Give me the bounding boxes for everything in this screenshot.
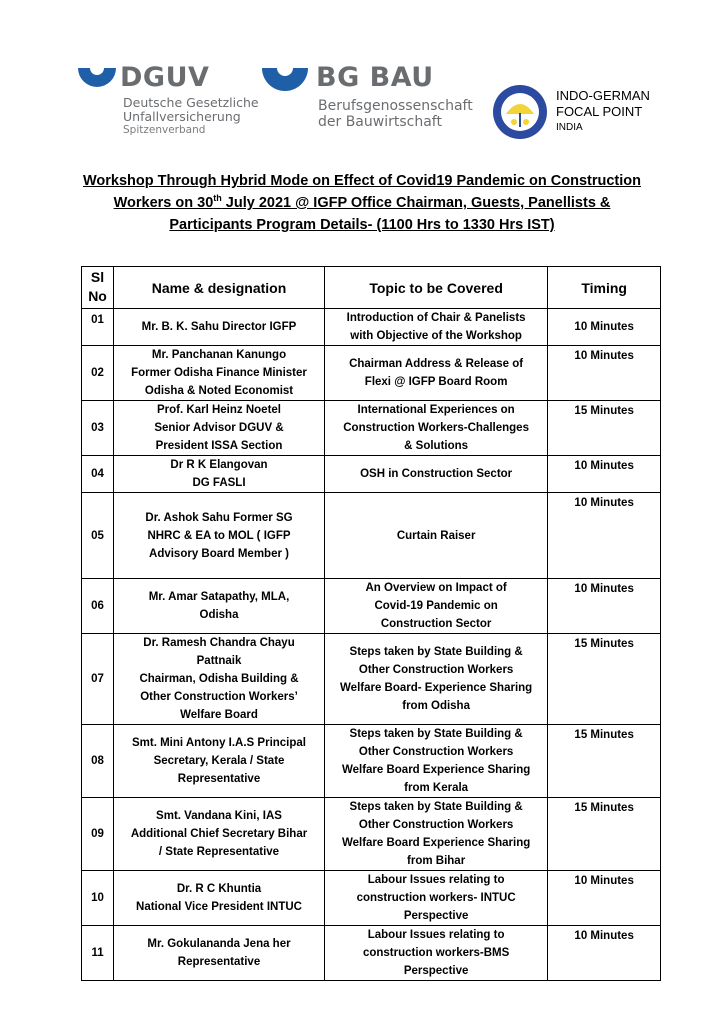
topic-line: Perspective: [403, 910, 469, 922]
topic-line: from Odisha: [402, 700, 470, 712]
cell-name-designation: [114, 309, 325, 346]
cell-timing: 10 Minutes: [548, 493, 661, 579]
header-no: No: [88, 288, 107, 304]
cell-sl-no: 10: [82, 871, 114, 926]
cell-name-designation: [114, 493, 325, 579]
name-line: Welfare Board: [180, 709, 258, 721]
name-line: Dr. Ashok Sahu Former SG: [145, 511, 293, 524]
topic-line: from Kerala: [404, 782, 469, 794]
dguv-mark-icon: [76, 66, 118, 96]
name-line: / State Representative: [158, 846, 280, 858]
bgbau-name: BG BAU: [316, 62, 434, 93]
name-line: Mr. B. K. Sahu Director IGFP: [141, 321, 297, 333]
cell-topic: [324, 401, 547, 456]
cell-name-designation: [114, 346, 325, 401]
header-sl: Sl: [90, 269, 105, 285]
document-title: [60, 170, 664, 236]
cell-topic: [324, 309, 547, 346]
table-body: [82, 309, 661, 981]
topic-line: Labour Issues relating to: [367, 874, 505, 886]
header-sl-no: [82, 267, 114, 309]
cell-name-designation: [114, 871, 325, 926]
bgbau-subtitle: [318, 98, 473, 130]
name-line: Mr. Amar Satapathy, MLA,: [148, 591, 290, 603]
header-timing: Timing: [548, 267, 661, 309]
name-line: Smt. Vandana Kini, IAS: [156, 810, 282, 822]
cell-topic: [324, 493, 547, 579]
cell-name-designation: [114, 725, 325, 798]
dguv-name: DGUV: [120, 62, 210, 93]
cell-timing: 10 Minutes: [548, 926, 661, 981]
table-row: [82, 401, 661, 456]
cell-sl-no: 03: [82, 401, 114, 456]
title-line-3: Participants Program Details- (1100 Hrs to 1330 Hrs IST): [169, 217, 555, 233]
name-line: National Vice President INTUC: [136, 901, 302, 913]
name-line: Other Construction Workers’: [140, 691, 298, 703]
name-line: Pattnaik: [196, 655, 242, 667]
igfp-seal-icon: [492, 84, 548, 140]
topic-line: Curtain Raiser: [396, 529, 476, 542]
topic-line: International Experiences on: [357, 404, 515, 416]
topic-line: An Overview on Impact of: [365, 582, 507, 594]
dguv-sub-line-2: Unfallversicherung: [123, 109, 241, 124]
name-line: Dr. Ramesh Chandra Chayu: [143, 637, 295, 649]
cell-topic: [324, 871, 547, 926]
topic-line: with Objective of the Workshop: [350, 330, 522, 342]
table-row: [82, 798, 661, 871]
name-line: Chairman, Odisha Building &: [139, 673, 299, 685]
name-line: Additional Chief Secretary Bihar: [130, 828, 308, 840]
header-topic: Topic to be Covered: [324, 267, 547, 309]
logo-header: [0, 0, 724, 150]
name-line: Representative: [177, 773, 261, 785]
cell-topic: [324, 346, 547, 401]
cell-timing: 15 Minutes: [548, 401, 661, 456]
table-row: [82, 579, 661, 634]
name-line: Odisha: [199, 609, 239, 621]
name-line: Odisha & Noted Economist: [144, 385, 294, 397]
igfp-line-2: FOCAL POINT: [556, 104, 643, 119]
topic-line: Other Construction Workers: [358, 664, 514, 676]
topic-line: Covid-19 Pandemic on: [374, 600, 498, 612]
name-line: Dr R K Elangovan: [170, 459, 268, 471]
topic-line: Chairman Address & Release of: [349, 358, 524, 370]
topic-line: Steps taken by State Building &: [349, 801, 523, 813]
topic-line: Steps taken by State Building &: [349, 728, 523, 740]
name-line: Secretary, Kerala / State: [153, 755, 285, 767]
cell-sl-no: 08: [82, 725, 114, 798]
bgbau-sub-line-1: Berufsgenossenschaft: [318, 98, 473, 114]
table-row: [82, 456, 661, 493]
title-line-2-sup: th: [213, 193, 222, 204]
cell-topic: [324, 456, 547, 493]
cell-sl-no: 02: [82, 346, 114, 401]
table-row: [82, 871, 661, 926]
cell-topic: [324, 926, 547, 981]
topic-line: & Solutions: [404, 440, 469, 452]
cell-timing: 10 Minutes: [548, 346, 661, 401]
name-line: Senior Advisor DGUV &: [154, 422, 284, 434]
title-line-2-post: July 2021 @ IGFP Office Chairman, Guests, Panellists &: [221, 195, 611, 211]
topic-line: Flexi @ IGFP Board Room: [364, 376, 508, 388]
bgbau-mark-icon: [260, 66, 310, 100]
dguv-subtitle: [123, 96, 259, 124]
name-line: Mr. Gokulananda Jena her: [147, 938, 291, 950]
name-line: Advisory Board Member ): [149, 547, 289, 560]
cell-topic: [324, 634, 547, 725]
topic-line: Other Construction Workers: [358, 819, 514, 831]
cell-timing: 15 Minutes: [548, 634, 661, 725]
program-table: [81, 266, 661, 981]
topic-line: Labour Issues relating to: [367, 929, 505, 941]
name-line: Representative: [177, 956, 261, 968]
table-row: [82, 493, 661, 579]
igfp-line-1: INDO-GERMAN: [556, 88, 650, 103]
cell-name-designation: [114, 401, 325, 456]
table-row: [82, 634, 661, 725]
cell-timing: 15 Minutes: [548, 725, 661, 798]
cell-timing: 10 Minutes: [548, 456, 661, 493]
topic-line: Introduction of Chair & Panelists: [346, 312, 526, 324]
topic-line: construction workers-BMS: [362, 947, 510, 959]
name-line: Smt. Mini Antony I.A.S Principal: [131, 737, 306, 749]
topic-line: from Bihar: [407, 855, 466, 867]
title-line-2-pre: Workers on 30: [113, 195, 214, 211]
cell-sl-no: 06: [82, 579, 114, 634]
table-row: [82, 725, 661, 798]
table-row: [82, 309, 661, 346]
table-row: [82, 346, 661, 401]
cell-name-designation: [114, 579, 325, 634]
cell-timing: 10 Minutes: [548, 309, 661, 346]
dguv-sub-line-1: Deutsche Gesetzliche: [123, 95, 259, 110]
cell-name-designation: [114, 456, 325, 493]
title-line-1: Workshop Through Hybrid Mode on Effect of Covid19 Pandemic on Construction: [83, 173, 641, 189]
cell-sl-no: 05: [82, 493, 114, 579]
name-line: DG FASLI: [192, 477, 246, 489]
header-name: Name & designation: [114, 267, 325, 309]
cell-sl-no: 09: [82, 798, 114, 871]
topic-line: Other Construction Workers: [358, 746, 514, 758]
topic-line: Welfare Board Experience Sharing: [341, 837, 531, 849]
topic-line: Construction Sector: [380, 618, 492, 630]
name-line: Dr. R C Khuntia: [176, 883, 262, 895]
dguv-spitzenverband: Spitzenverband: [123, 124, 206, 136]
cell-sl-no: 01: [82, 309, 114, 346]
bgbau-sub-line-2: der Bauwirtschaft: [318, 114, 442, 130]
title-line-2: [60, 192, 664, 214]
topic-line: Welfare Board- Experience Sharing: [340, 682, 533, 694]
topic-line: Welfare Board Experience Sharing: [341, 764, 531, 776]
cell-sl-no: 11: [82, 926, 114, 981]
cell-timing: 10 Minutes: [548, 871, 661, 926]
topic-line: Construction Workers-Challenges: [343, 422, 529, 434]
name-line: President ISSA Section: [155, 440, 283, 452]
topic-line: Steps taken by State Building &: [349, 646, 523, 658]
cell-timing: 10 Minutes: [548, 579, 661, 634]
topic-line: OSH in Construction Sector: [360, 468, 513, 480]
table-row: [82, 926, 661, 981]
cell-name-designation: [114, 798, 325, 871]
igfp-line-3: INDIA: [556, 122, 583, 133]
name-line: Prof. Karl Heinz Noetel: [157, 404, 281, 416]
name-line: Mr. Panchanan Kanungo: [151, 349, 287, 361]
name-line: NHRC & EA to MOL ( IGFP: [147, 529, 291, 542]
cell-topic: [324, 798, 547, 871]
cell-sl-no: 07: [82, 634, 114, 725]
topic-line: construction workers- INTUC: [356, 892, 516, 904]
name-line: Former Odisha Finance Minister: [131, 367, 307, 379]
cell-name-designation: [114, 634, 325, 725]
cell-name-designation: [114, 926, 325, 981]
cell-topic: [324, 725, 547, 798]
cell-topic: [324, 579, 547, 634]
igfp-wordmark: [556, 88, 650, 136]
cell-sl-no: 04: [82, 456, 114, 493]
table-header-row: [82, 267, 661, 309]
topic-line: Perspective: [403, 965, 469, 977]
cell-timing: 15 Minutes: [548, 798, 661, 871]
